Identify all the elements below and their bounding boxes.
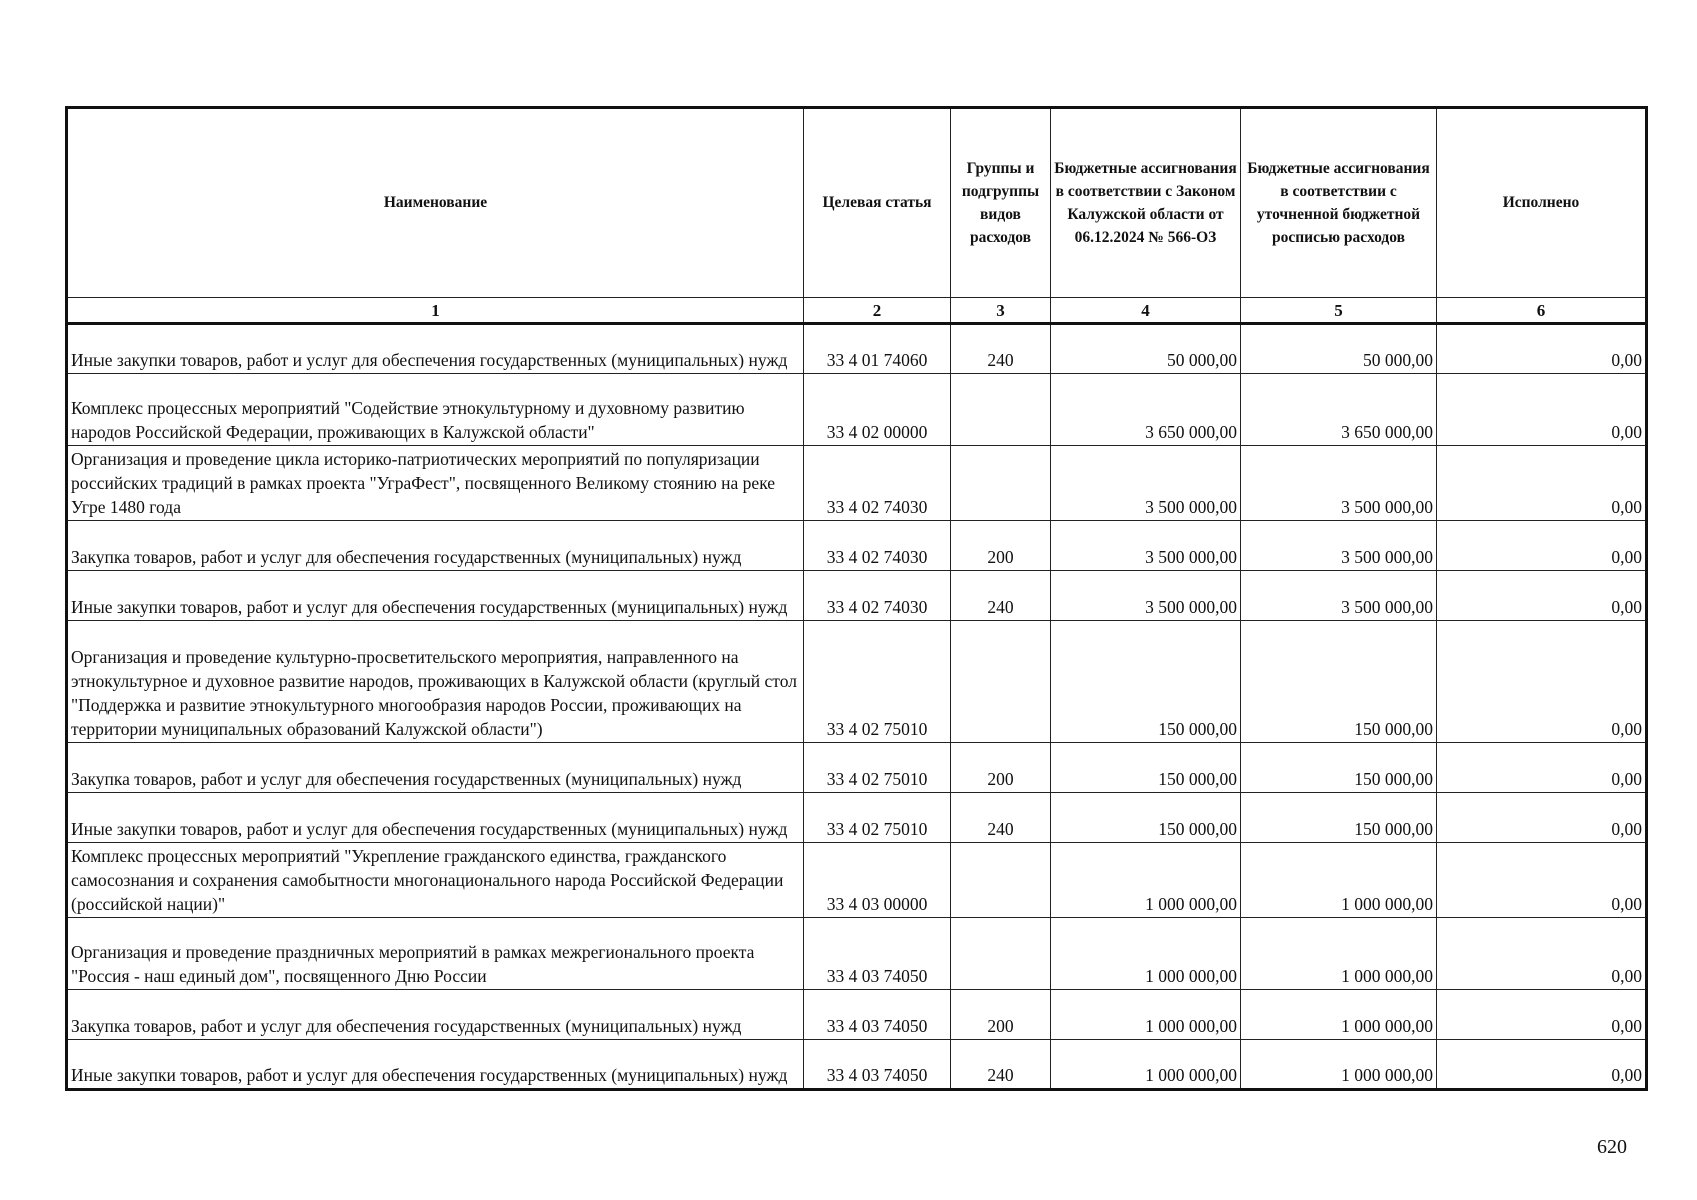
row-target-article: 33 4 02 75010 <box>804 743 951 793</box>
row-law-amount: 150 000,00 <box>1051 793 1241 843</box>
row-name: Комплекс процессных мероприятий "Укрепление гражданского единства, гражданского самосознания и сохранения самобытности многонационального народа Российской Федерации (российской нации)" <box>67 843 804 918</box>
row-executed-amount: 0,00 <box>1437 521 1647 571</box>
row-refined-amount: 3 500 000,00 <box>1241 446 1437 521</box>
page-number: 620 <box>1597 1136 1627 1158</box>
row-expense-group: 240 <box>951 793 1051 843</box>
column-number-row <box>67 298 1647 324</box>
header-name: Наименование <box>67 108 804 298</box>
row-law-amount: 150 000,00 <box>1051 621 1241 743</box>
row-law-amount: 1 000 000,00 <box>1051 1040 1241 1090</box>
row-refined-amount: 150 000,00 <box>1241 793 1437 843</box>
row-executed-amount: 0,00 <box>1437 571 1647 621</box>
row-refined-amount: 1 000 000,00 <box>1241 1040 1437 1090</box>
row-target-article: 33 4 02 00000 <box>804 374 951 446</box>
table-row <box>67 918 1647 990</box>
row-name: Иные закупки товаров, работ и услуг для обеспечения государственных (муниципальных) нужд <box>67 1040 804 1090</box>
row-refined-amount: 150 000,00 <box>1241 621 1437 743</box>
row-executed-amount: 0,00 <box>1437 374 1647 446</box>
row-executed-amount: 0,00 <box>1437 990 1647 1040</box>
row-target-article: 33 4 02 74030 <box>804 571 951 621</box>
row-name: Закупка товаров, работ и услуг для обеспечения государственных (муниципальных) нужд <box>67 743 804 793</box>
column-number: 3 <box>951 298 1051 324</box>
column-number: 5 <box>1241 298 1437 324</box>
column-number: 1 <box>67 298 804 324</box>
header-refined-allocations: Бюджетные ассигнования в соответствии с уточненной бюджетной росписью расходов <box>1241 108 1437 298</box>
row-law-amount: 3 500 000,00 <box>1051 446 1241 521</box>
table-row <box>67 793 1647 843</box>
row-executed-amount: 0,00 <box>1437 918 1647 990</box>
row-name: Закупка товаров, работ и услуг для обеспечения государственных (муниципальных) нужд <box>67 990 804 1040</box>
row-name: Иные закупки товаров, работ и услуг для обеспечения государственных (муниципальных) нужд <box>67 571 804 621</box>
row-expense-group: 200 <box>951 521 1051 571</box>
table-row <box>67 843 1647 918</box>
row-refined-amount: 3 650 000,00 <box>1241 374 1437 446</box>
table-row <box>67 621 1647 743</box>
row-law-amount: 3 650 000,00 <box>1051 374 1241 446</box>
row-refined-amount: 50 000,00 <box>1241 324 1437 374</box>
row-executed-amount: 0,00 <box>1437 843 1647 918</box>
row-law-amount: 3 500 000,00 <box>1051 521 1241 571</box>
row-expense-group <box>951 374 1051 446</box>
column-number: 6 <box>1437 298 1647 324</box>
row-executed-amount: 0,00 <box>1437 1040 1647 1090</box>
row-target-article: 33 4 03 74050 <box>804 990 951 1040</box>
row-expense-group <box>951 843 1051 918</box>
header-executed: Исполнено <box>1437 108 1647 298</box>
table-row <box>67 1040 1647 1090</box>
row-expense-group <box>951 621 1051 743</box>
table-row <box>67 446 1647 521</box>
row-refined-amount: 3 500 000,00 <box>1241 521 1437 571</box>
row-target-article: 33 4 02 75010 <box>804 621 951 743</box>
row-executed-amount: 0,00 <box>1437 621 1647 743</box>
row-name: Организация и проведение цикла историко-патриотических мероприятий по популяризации российских традиций в рамках проекта "УграФест", посвященного Великому стоянию на реке Угре 1480 года <box>67 446 804 521</box>
row-name: Закупка товаров, работ и услуг для обеспечения государственных (муниципальных) нужд <box>67 521 804 571</box>
header-row <box>67 108 1647 298</box>
row-name: Организация и проведение культурно-просветительского мероприятия, направленного на этнокультурное и духовное развитие народов, проживающих в Калужской области (круглый стол "Поддержка и развитие этнокультурного многообразия народов России, проживающих на территории муниципальных образований Калужской области") <box>67 621 804 743</box>
row-law-amount: 50 000,00 <box>1051 324 1241 374</box>
row-target-article: 33 4 03 74050 <box>804 918 951 990</box>
row-executed-amount: 0,00 <box>1437 324 1647 374</box>
table-row <box>67 571 1647 621</box>
column-number: 2 <box>804 298 951 324</box>
budget-table <box>65 106 1648 1091</box>
row-name: Иные закупки товаров, работ и услуг для обеспечения государственных (муниципальных) нужд <box>67 793 804 843</box>
table-row <box>67 324 1647 374</box>
table-row <box>67 374 1647 446</box>
row-expense-group <box>951 918 1051 990</box>
row-target-article: 33 4 01 74060 <box>804 324 951 374</box>
row-name: Комплекс процессных мероприятий "Содействие этнокультурному и духовному развитию народов Российской Федерации, проживающих в Калужской области" <box>67 374 804 446</box>
row-target-article: 33 4 03 74050 <box>804 1040 951 1090</box>
row-law-amount: 1 000 000,00 <box>1051 990 1241 1040</box>
row-target-article: 33 4 02 74030 <box>804 521 951 571</box>
row-executed-amount: 0,00 <box>1437 793 1647 843</box>
row-executed-amount: 0,00 <box>1437 743 1647 793</box>
table-row <box>67 743 1647 793</box>
row-law-amount: 3 500 000,00 <box>1051 571 1241 621</box>
row-expense-group: 240 <box>951 1040 1051 1090</box>
row-executed-amount: 0,00 <box>1437 446 1647 521</box>
header-target-article: Целевая статья <box>804 108 951 298</box>
header-expense-groups: Группы и подгруппы видов расходов <box>951 108 1051 298</box>
row-law-amount: 1 000 000,00 <box>1051 843 1241 918</box>
row-expense-group: 240 <box>951 571 1051 621</box>
row-name: Иные закупки товаров, работ и услуг для обеспечения государственных (муниципальных) нужд <box>67 324 804 374</box>
row-expense-group: 200 <box>951 743 1051 793</box>
row-refined-amount: 150 000,00 <box>1241 743 1437 793</box>
row-target-article: 33 4 02 75010 <box>804 793 951 843</box>
row-name: Организация и проведение праздничных мероприятий в рамках межрегионального проекта "Россия - наш единый дом", посвященного Дню России <box>67 918 804 990</box>
row-refined-amount: 1 000 000,00 <box>1241 918 1437 990</box>
row-expense-group <box>951 446 1051 521</box>
row-refined-amount: 1 000 000,00 <box>1241 990 1437 1040</box>
row-law-amount: 150 000,00 <box>1051 743 1241 793</box>
column-number: 4 <box>1051 298 1241 324</box>
row-law-amount: 1 000 000,00 <box>1051 918 1241 990</box>
row-refined-amount: 3 500 000,00 <box>1241 571 1437 621</box>
table-row <box>67 990 1647 1040</box>
row-expense-group: 240 <box>951 324 1051 374</box>
row-refined-amount: 1 000 000,00 <box>1241 843 1437 918</box>
row-target-article: 33 4 03 00000 <box>804 843 951 918</box>
table-row <box>67 521 1647 571</box>
row-target-article: 33 4 02 74030 <box>804 446 951 521</box>
row-expense-group: 200 <box>951 990 1051 1040</box>
header-law-allocations: Бюджетные ассигнования в соответствии с Законом Калужской области от 06.12.2024 № 566-ОЗ <box>1051 108 1241 298</box>
